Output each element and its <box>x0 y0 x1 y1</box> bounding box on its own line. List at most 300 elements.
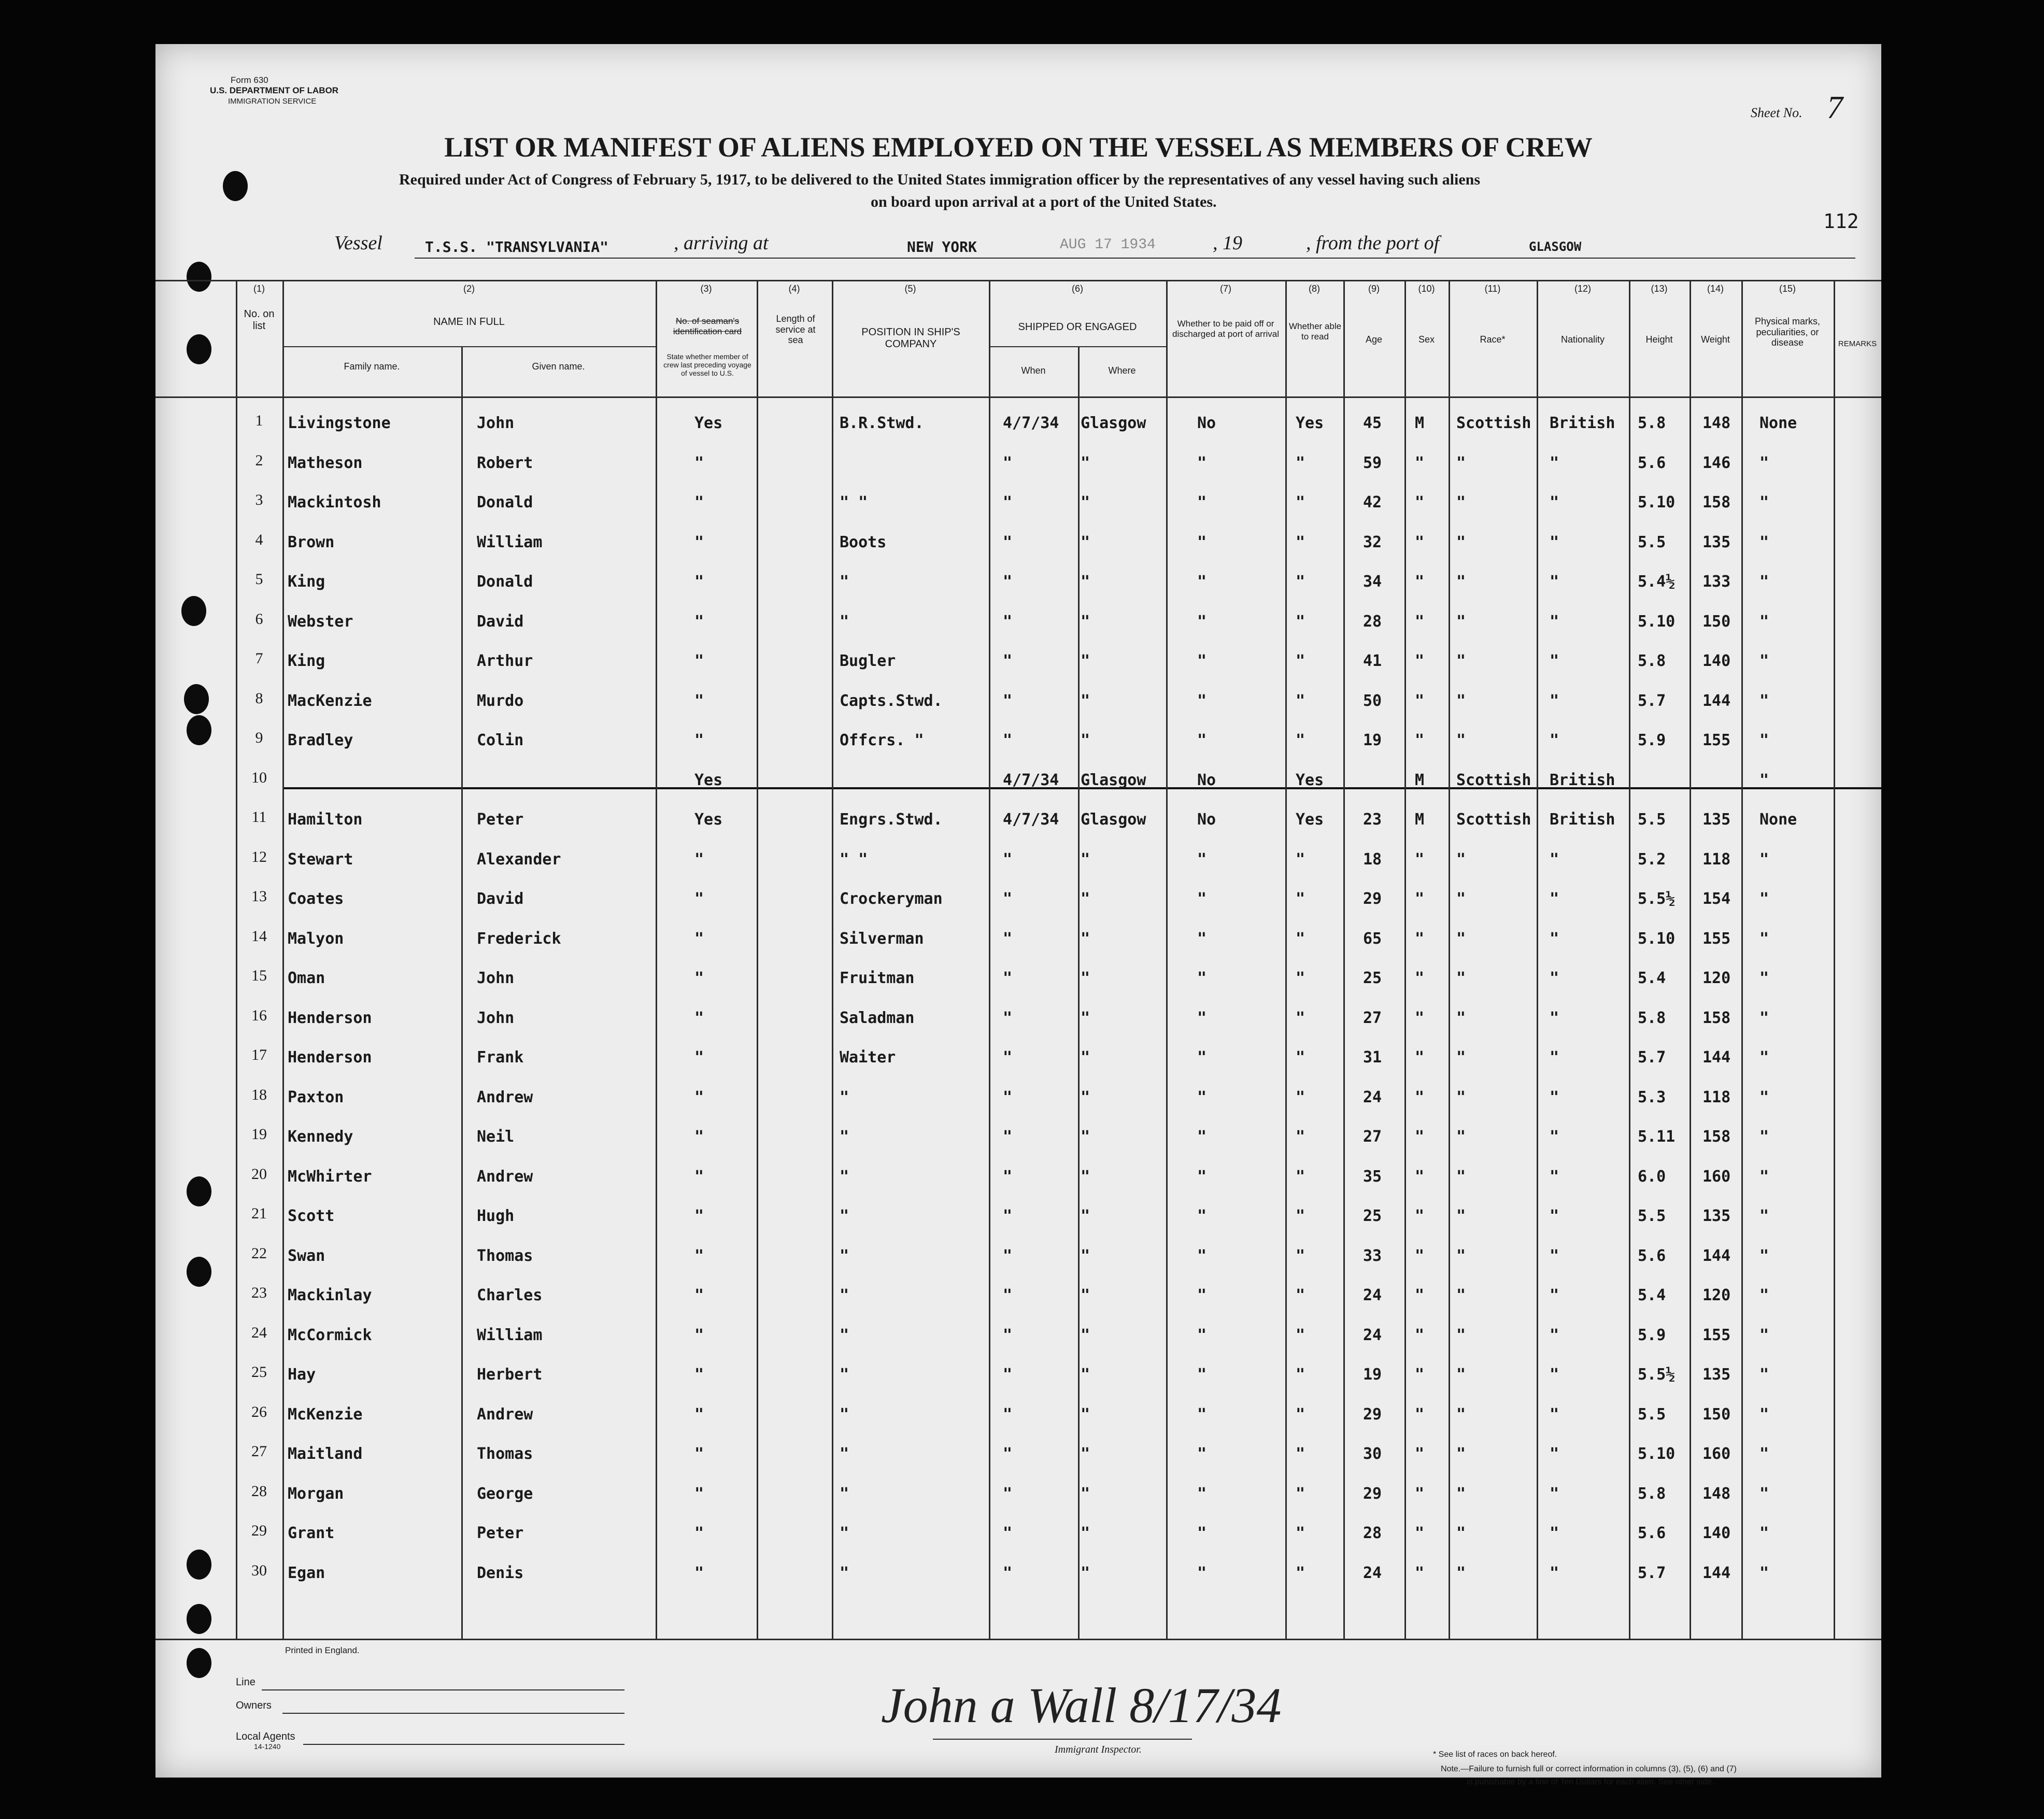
row-number: 21 <box>251 1205 267 1222</box>
given-name-cell: John <box>477 414 515 432</box>
shipped-when-cell: " <box>1003 1048 1013 1067</box>
given-name-cell: Andrew <box>477 1168 533 1186</box>
given-name-cell: Thomas <box>477 1247 533 1265</box>
weight-cell: 135 <box>1702 811 1731 829</box>
prior-voyage-cell: " <box>694 454 704 472</box>
age-cell: 23 <box>1363 811 1382 829</box>
position-cell: " <box>840 1524 849 1542</box>
prior-voyage-cell: " <box>694 1326 704 1344</box>
paid-off-cell: " <box>1197 1445 1207 1463</box>
able-to-read-cell: " <box>1296 692 1305 710</box>
race-cell: " <box>1456 1088 1466 1106</box>
shipped-when-cell: 4/7/34 <box>1003 771 1059 789</box>
row-number: 5 <box>255 571 263 588</box>
col-num: (4) <box>788 283 800 294</box>
paid-off-cell: " <box>1197 1009 1207 1027</box>
able-to-read-cell: " <box>1296 1485 1305 1503</box>
height-cell: 5.7 <box>1638 1048 1666 1067</box>
weight-cell: 160 <box>1702 1445 1731 1463</box>
row-number: 18 <box>251 1086 267 1103</box>
shipped-where-cell: " <box>1081 1168 1090 1186</box>
prior-voyage-cell: " <box>694 1009 704 1027</box>
age-cell: 25 <box>1363 969 1382 987</box>
sex-cell: " <box>1415 533 1425 551</box>
row-number: 26 <box>251 1403 267 1420</box>
height-cell: 5.5½ <box>1638 890 1676 908</box>
col-num: (15) <box>1779 283 1796 294</box>
prior-voyage-cell: " <box>694 573 704 591</box>
height-cell: 5.6 <box>1638 1247 1666 1265</box>
physical-marks-cell: " <box>1759 1168 1769 1186</box>
family-name-cell: Webster <box>288 613 353 631</box>
prior-voyage-cell: " <box>694 731 704 749</box>
note-fine-1: Note.—Failure to furnish full or correct information in columns (3), (5), (6) and (7) <box>1441 1765 1737 1773</box>
owners-underline <box>282 1713 624 1714</box>
able-to-read-cell: " <box>1296 1524 1305 1542</box>
line-underline <box>262 1689 624 1690</box>
paid-off-cell: No <box>1197 771 1216 789</box>
nationality-cell: " <box>1550 1247 1559 1265</box>
race-cell: " <box>1456 533 1466 551</box>
arrival-port: NEW YORK <box>907 238 977 255</box>
shipped-where-cell: " <box>1081 1207 1090 1225</box>
row-number: 16 <box>251 1007 267 1024</box>
nationality-cell: " <box>1550 1405 1559 1424</box>
age-cell: 27 <box>1363 1009 1382 1027</box>
paid-off-cell: " <box>1197 1366 1207 1384</box>
nationality-cell: " <box>1550 1326 1559 1344</box>
position-cell: " <box>840 1445 849 1463</box>
able-to-read-cell: " <box>1296 1286 1305 1304</box>
given-name-cell: Neil <box>477 1128 515 1146</box>
departure-port: GLASGOW <box>1529 239 1582 254</box>
race-cell: " <box>1456 1405 1466 1424</box>
shipped-when-cell: " <box>1003 850 1013 869</box>
shipped-where-cell: " <box>1081 652 1090 670</box>
given-name-cell: John <box>477 1009 515 1027</box>
physical-marks-cell: " <box>1759 1564 1769 1582</box>
given-name-cell: Peter <box>477 1524 524 1542</box>
table-bottom-rule <box>155 1639 1881 1640</box>
row-number: 19 <box>251 1126 267 1143</box>
position-cell: " <box>840 1485 849 1503</box>
punch-hole <box>187 1604 211 1634</box>
sheet-label: Sheet No. <box>1751 105 1802 120</box>
physical-marks-cell: " <box>1759 1088 1769 1106</box>
sex-cell: " <box>1415 1088 1425 1106</box>
able-to-read-cell: " <box>1296 1405 1305 1424</box>
nationality-cell: British <box>1550 414 1615 432</box>
position-cell: Saladman <box>840 1009 915 1027</box>
race-cell: " <box>1456 890 1466 908</box>
physical-marks-cell: None <box>1759 811 1797 829</box>
prior-voyage-cell: " <box>694 652 704 670</box>
nationality-cell: " <box>1550 454 1559 472</box>
weight-cell: 140 <box>1702 652 1731 670</box>
paid-off-cell: " <box>1197 969 1207 987</box>
header-height: Height <box>1645 334 1673 345</box>
given-name-cell: John <box>477 969 515 987</box>
col-rule <box>989 280 990 1639</box>
header-marks: Physical marks, peculiarities, or disease <box>1754 316 1821 348</box>
physical-marks-cell: " <box>1759 1207 1769 1225</box>
nationality-cell: " <box>1550 1445 1559 1463</box>
physical-marks-cell: " <box>1759 573 1769 591</box>
physical-marks-cell: " <box>1759 1128 1769 1146</box>
given-name-cell: George <box>477 1485 533 1503</box>
shipped-when-cell: " <box>1003 692 1013 710</box>
note-races: * See list of races on back hereof. <box>1433 1750 1557 1759</box>
table-top-rule <box>155 280 1881 281</box>
sex-cell: M <box>1415 771 1425 789</box>
given-name-cell: Herbert <box>477 1366 543 1384</box>
nationality-cell: " <box>1550 613 1559 631</box>
height-cell: 6.0 <box>1638 1168 1666 1186</box>
weight-cell: 144 <box>1702 1247 1731 1265</box>
paid-off-cell: " <box>1197 1524 1207 1542</box>
given-name-cell: Denis <box>477 1564 524 1582</box>
row-number: 1 <box>255 412 263 429</box>
height-cell: 5.3 <box>1638 1088 1666 1106</box>
nationality-cell: " <box>1550 1088 1559 1106</box>
paid-off-cell: No <box>1197 811 1216 829</box>
prior-voyage-cell: " <box>694 1445 704 1463</box>
weight-cell: 118 <box>1702 1088 1731 1106</box>
age-cell: 42 <box>1363 493 1382 511</box>
position-cell: Bugler <box>840 652 896 670</box>
age-cell: 33 <box>1363 1247 1382 1265</box>
shipped-when-cell: " <box>1003 613 1013 631</box>
row-number: 23 <box>251 1284 267 1301</box>
race-cell: Scottish <box>1456 414 1531 432</box>
position-cell: " " <box>840 493 868 511</box>
shipped-when-cell: " <box>1003 969 1013 987</box>
vessel-label: Vessel <box>334 232 382 254</box>
family-name-cell: Stewart <box>288 850 353 869</box>
height-cell: 5.2 <box>1638 850 1666 869</box>
sex-cell: " <box>1415 930 1425 948</box>
position-cell: " <box>840 1286 849 1304</box>
shipped-where-cell: " <box>1081 533 1090 551</box>
nationality-cell: British <box>1550 811 1615 829</box>
age-cell: 31 <box>1363 1048 1382 1067</box>
header-bottom-rule <box>155 396 1881 398</box>
race-cell: " <box>1456 1524 1466 1542</box>
position-cell: B.R.Stwd. <box>840 414 924 432</box>
col-rule <box>1078 346 1080 1639</box>
sex-cell: " <box>1415 1207 1425 1225</box>
age-cell: 18 <box>1363 850 1382 869</box>
printed-note: Printed in England. <box>285 1645 360 1655</box>
header-remarks: REMARKS <box>1838 339 1877 348</box>
able-to-read-cell: " <box>1296 1326 1305 1344</box>
col-rule <box>656 280 657 1639</box>
weight-cell: 148 <box>1702 414 1731 432</box>
sex-cell: " <box>1415 1405 1425 1424</box>
col-num: (14) <box>1707 283 1724 294</box>
race-cell: " <box>1456 1286 1466 1304</box>
nationality-cell: " <box>1550 1564 1559 1582</box>
header-length-service: Length of service at sea <box>775 314 816 346</box>
name-subrule <box>282 346 656 347</box>
race-cell: " <box>1456 1207 1466 1225</box>
shipped-where-cell: " <box>1081 1247 1090 1265</box>
able-to-read-cell: " <box>1296 454 1305 472</box>
race-cell: " <box>1456 1445 1466 1463</box>
age-cell: 27 <box>1363 1128 1382 1146</box>
family-name-cell: Maitland <box>288 1445 363 1463</box>
given-name-cell: David <box>477 890 524 908</box>
given-name-cell: Donald <box>477 573 533 591</box>
family-name-cell: McKenzie <box>288 1405 363 1424</box>
row-number: 20 <box>251 1166 267 1183</box>
race-cell: " <box>1456 930 1466 948</box>
position-cell: Capts.Stwd. <box>840 692 943 710</box>
paid-off-cell: " <box>1197 1485 1207 1503</box>
paid-off-cell: " <box>1197 1128 1207 1146</box>
age-cell: 29 <box>1363 890 1382 908</box>
row-number: 29 <box>251 1522 267 1539</box>
shipped-when-cell: " <box>1003 573 1013 591</box>
height-cell: 5.8 <box>1638 1009 1666 1027</box>
race-cell: " <box>1456 1128 1466 1146</box>
shipped-where-cell: Glasgow <box>1081 414 1146 432</box>
family-name-cell: Livingstone <box>288 414 391 432</box>
row-number: 8 <box>255 690 263 707</box>
able-to-read-cell: " <box>1296 533 1305 551</box>
race-cell: " <box>1456 1326 1466 1344</box>
col-rule <box>1537 280 1538 1639</box>
family-name-cell: Paxton <box>288 1088 344 1106</box>
weight-cell: 144 <box>1702 1564 1731 1582</box>
family-name-cell: King <box>288 652 325 670</box>
height-cell: 5.8 <box>1638 414 1666 432</box>
weight-cell: 155 <box>1702 1326 1731 1344</box>
col-rule <box>1285 280 1287 1639</box>
header-paid-off: Whether to be paid off or discharged at port of arrival <box>1172 319 1279 339</box>
date-stamp: AUG 17 1934 <box>1060 237 1156 253</box>
paid-off-cell: " <box>1197 1088 1207 1106</box>
given-name-cell: Colin <box>477 731 524 749</box>
weight-cell: 118 <box>1702 850 1731 869</box>
height-cell: 5.9 <box>1638 1326 1666 1344</box>
position-cell: Crockeryman <box>840 890 943 908</box>
punch-hole <box>187 1550 211 1580</box>
weight-cell: 158 <box>1702 1009 1731 1027</box>
nationality-cell: " <box>1550 692 1559 710</box>
prior-voyage-cell: " <box>694 1405 704 1424</box>
shipped-when-cell: " <box>1003 1128 1013 1146</box>
given-name-cell: Thomas <box>477 1445 533 1463</box>
sex-cell: " <box>1415 454 1425 472</box>
nationality-cell: " <box>1550 731 1559 749</box>
shipped-when-cell: " <box>1003 1326 1013 1344</box>
header-no-on-list: No. on list <box>244 308 275 332</box>
punch-hole <box>187 262 211 292</box>
age-cell: 24 <box>1363 1564 1382 1582</box>
shipped-where-cell: " <box>1081 1366 1090 1384</box>
shipped-where-cell: " <box>1081 1524 1090 1542</box>
position-cell: Offcrs. " <box>840 731 924 749</box>
header-when: When <box>1021 365 1046 376</box>
position-cell: " <box>840 1366 849 1384</box>
nationality-cell: " <box>1550 1048 1559 1067</box>
nationality-cell: " <box>1550 1366 1559 1384</box>
weight-cell: 155 <box>1702 731 1731 749</box>
nationality-cell: " <box>1550 1286 1559 1304</box>
row-number: 3 <box>255 491 263 508</box>
prior-voyage-cell: " <box>694 1207 704 1225</box>
able-to-read-cell: " <box>1296 1048 1305 1067</box>
given-name-cell: Alexander <box>477 850 561 869</box>
given-name-cell: Frank <box>477 1048 524 1067</box>
weight-cell: 150 <box>1702 613 1731 631</box>
nationality-cell: British <box>1550 771 1615 789</box>
sex-cell: " <box>1415 850 1425 869</box>
row-number: 24 <box>251 1324 267 1341</box>
able-to-read-cell: " <box>1296 573 1305 591</box>
nationality-cell: " <box>1550 969 1559 987</box>
age-cell: 25 <box>1363 1207 1382 1225</box>
family-name-cell: Egan <box>288 1564 325 1582</box>
header-name-in-full: NAME IN FULL <box>433 316 505 328</box>
family-name-cell: Mackintosh <box>288 493 381 511</box>
able-to-read-cell: " <box>1296 1128 1305 1146</box>
shipped-when-cell: " <box>1003 533 1013 551</box>
paid-off-cell: " <box>1197 573 1207 591</box>
race-cell: " <box>1456 1048 1466 1067</box>
able-to-read-cell: Yes <box>1296 811 1324 829</box>
nationality-cell: " <box>1550 493 1559 511</box>
position-cell: " <box>840 1207 849 1225</box>
age-cell: 19 <box>1363 1366 1382 1384</box>
position-cell: " <box>840 613 849 631</box>
weight-cell: 155 <box>1702 930 1731 948</box>
prior-voyage-cell: " <box>694 1088 704 1106</box>
position-cell: Boots <box>840 533 887 551</box>
col-rule <box>236 280 237 1639</box>
age-cell: 28 <box>1363 613 1382 631</box>
prior-voyage-cell: " <box>694 1286 704 1304</box>
able-to-read-cell: " <box>1296 930 1305 948</box>
agents-underline <box>303 1744 624 1745</box>
sex-cell: " <box>1415 1048 1425 1067</box>
paid-off-cell: " <box>1197 1564 1207 1582</box>
col-num: (13) <box>1651 283 1668 294</box>
family-name-cell: Matheson <box>288 454 363 472</box>
sex-cell: " <box>1415 1564 1425 1582</box>
header-weight: Weight <box>1701 334 1730 345</box>
race-cell: " <box>1456 850 1466 869</box>
paid-off-cell: " <box>1197 1207 1207 1225</box>
position-cell: Waiter <box>840 1048 896 1067</box>
prior-voyage-cell: " <box>694 1247 704 1265</box>
prior-voyage-cell: " <box>694 890 704 908</box>
shipped-when-cell: " <box>1003 1286 1013 1304</box>
arriving-label: , arriving at <box>674 232 769 254</box>
physical-marks-cell: " <box>1759 533 1769 551</box>
given-name-cell: William <box>477 1326 543 1344</box>
sex-cell: " <box>1415 692 1425 710</box>
shipped-when-cell: 4/7/34 <box>1003 811 1059 829</box>
shipped-when-cell: " <box>1003 1485 1013 1503</box>
family-name-cell: Bradley <box>288 731 353 749</box>
paid-off-cell: " <box>1197 1168 1207 1186</box>
height-cell: 5.5 <box>1638 533 1666 551</box>
shipped-where-cell: " <box>1081 573 1090 591</box>
sex-cell: " <box>1415 890 1425 908</box>
col-rule <box>1404 280 1406 1639</box>
col-num: (7) <box>1220 283 1231 294</box>
able-to-read-cell: " <box>1296 613 1305 631</box>
family-name-cell: Mackinlay <box>288 1286 372 1304</box>
punch-hole <box>184 684 209 714</box>
paid-off-cell: " <box>1197 850 1207 869</box>
shipped-when-cell: " <box>1003 1088 1013 1106</box>
physical-marks-cell: " <box>1759 930 1769 948</box>
given-name-cell: Charles <box>477 1286 543 1304</box>
paid-off-cell: " <box>1197 454 1207 472</box>
family-name-cell: Hay <box>288 1366 316 1384</box>
race-cell: " <box>1456 692 1466 710</box>
shipped-when-cell: " <box>1003 1564 1013 1582</box>
height-cell: 5.10 <box>1638 930 1676 948</box>
nationality-cell: " <box>1550 1485 1559 1503</box>
age-cell: 50 <box>1363 692 1382 710</box>
shipped-when-cell: " <box>1003 890 1013 908</box>
agents-code: 14-1240 <box>254 1742 281 1751</box>
race-cell: " <box>1456 1009 1466 1027</box>
department: U.S. DEPARTMENT OF LABOR <box>210 86 339 95</box>
weight-cell: 158 <box>1702 1128 1731 1146</box>
shipped-where-cell: Glasgow <box>1081 811 1146 829</box>
sex-cell: M <box>1415 811 1425 829</box>
physical-marks-cell: " <box>1759 1286 1769 1304</box>
row-number: 14 <box>251 928 267 945</box>
shipped-where-cell: " <box>1081 1088 1090 1106</box>
subtitle-line1: Required under Act of Congress of February 5, 1917, to be delivered to the United States immigration officer by the representatives of any vessel having such aliens <box>399 171 1480 188</box>
able-to-read-cell: " <box>1296 1366 1305 1384</box>
given-name-cell: Peter <box>477 811 524 829</box>
punch-hole <box>187 1648 211 1678</box>
header-seaman-card: No. of seaman's identification card <box>673 316 742 336</box>
physical-marks-cell: " <box>1759 969 1769 987</box>
row-number: 2 <box>255 452 263 469</box>
shipped-when-cell: " <box>1003 1009 1013 1027</box>
row-number: 28 <box>251 1483 267 1500</box>
race-cell: " <box>1456 573 1466 591</box>
col-num: (11) <box>1484 283 1501 294</box>
height-cell: 5.5 <box>1638 1207 1666 1225</box>
shipped-where-cell: " <box>1081 692 1090 710</box>
manifest-sheet <box>155 44 1881 1786</box>
sex-cell: " <box>1415 1168 1425 1186</box>
nationality-cell: " <box>1550 1524 1559 1542</box>
race-cell: " <box>1456 1485 1466 1503</box>
col-rule <box>1629 280 1630 1639</box>
shipped-where-cell: Glasgow <box>1081 771 1146 789</box>
row-number: 22 <box>251 1245 267 1262</box>
header-nationality: Nationality <box>1560 334 1605 345</box>
header-family-name: Family name. <box>344 361 400 372</box>
prior-voyage-cell: " <box>694 1524 704 1542</box>
age-cell: 34 <box>1363 573 1382 591</box>
col-num: (12) <box>1574 283 1591 294</box>
sex-cell: " <box>1415 1247 1425 1265</box>
given-name-cell: Murdo <box>477 692 524 710</box>
race-cell: Scottish <box>1456 811 1531 829</box>
position-cell: " <box>840 1168 849 1186</box>
